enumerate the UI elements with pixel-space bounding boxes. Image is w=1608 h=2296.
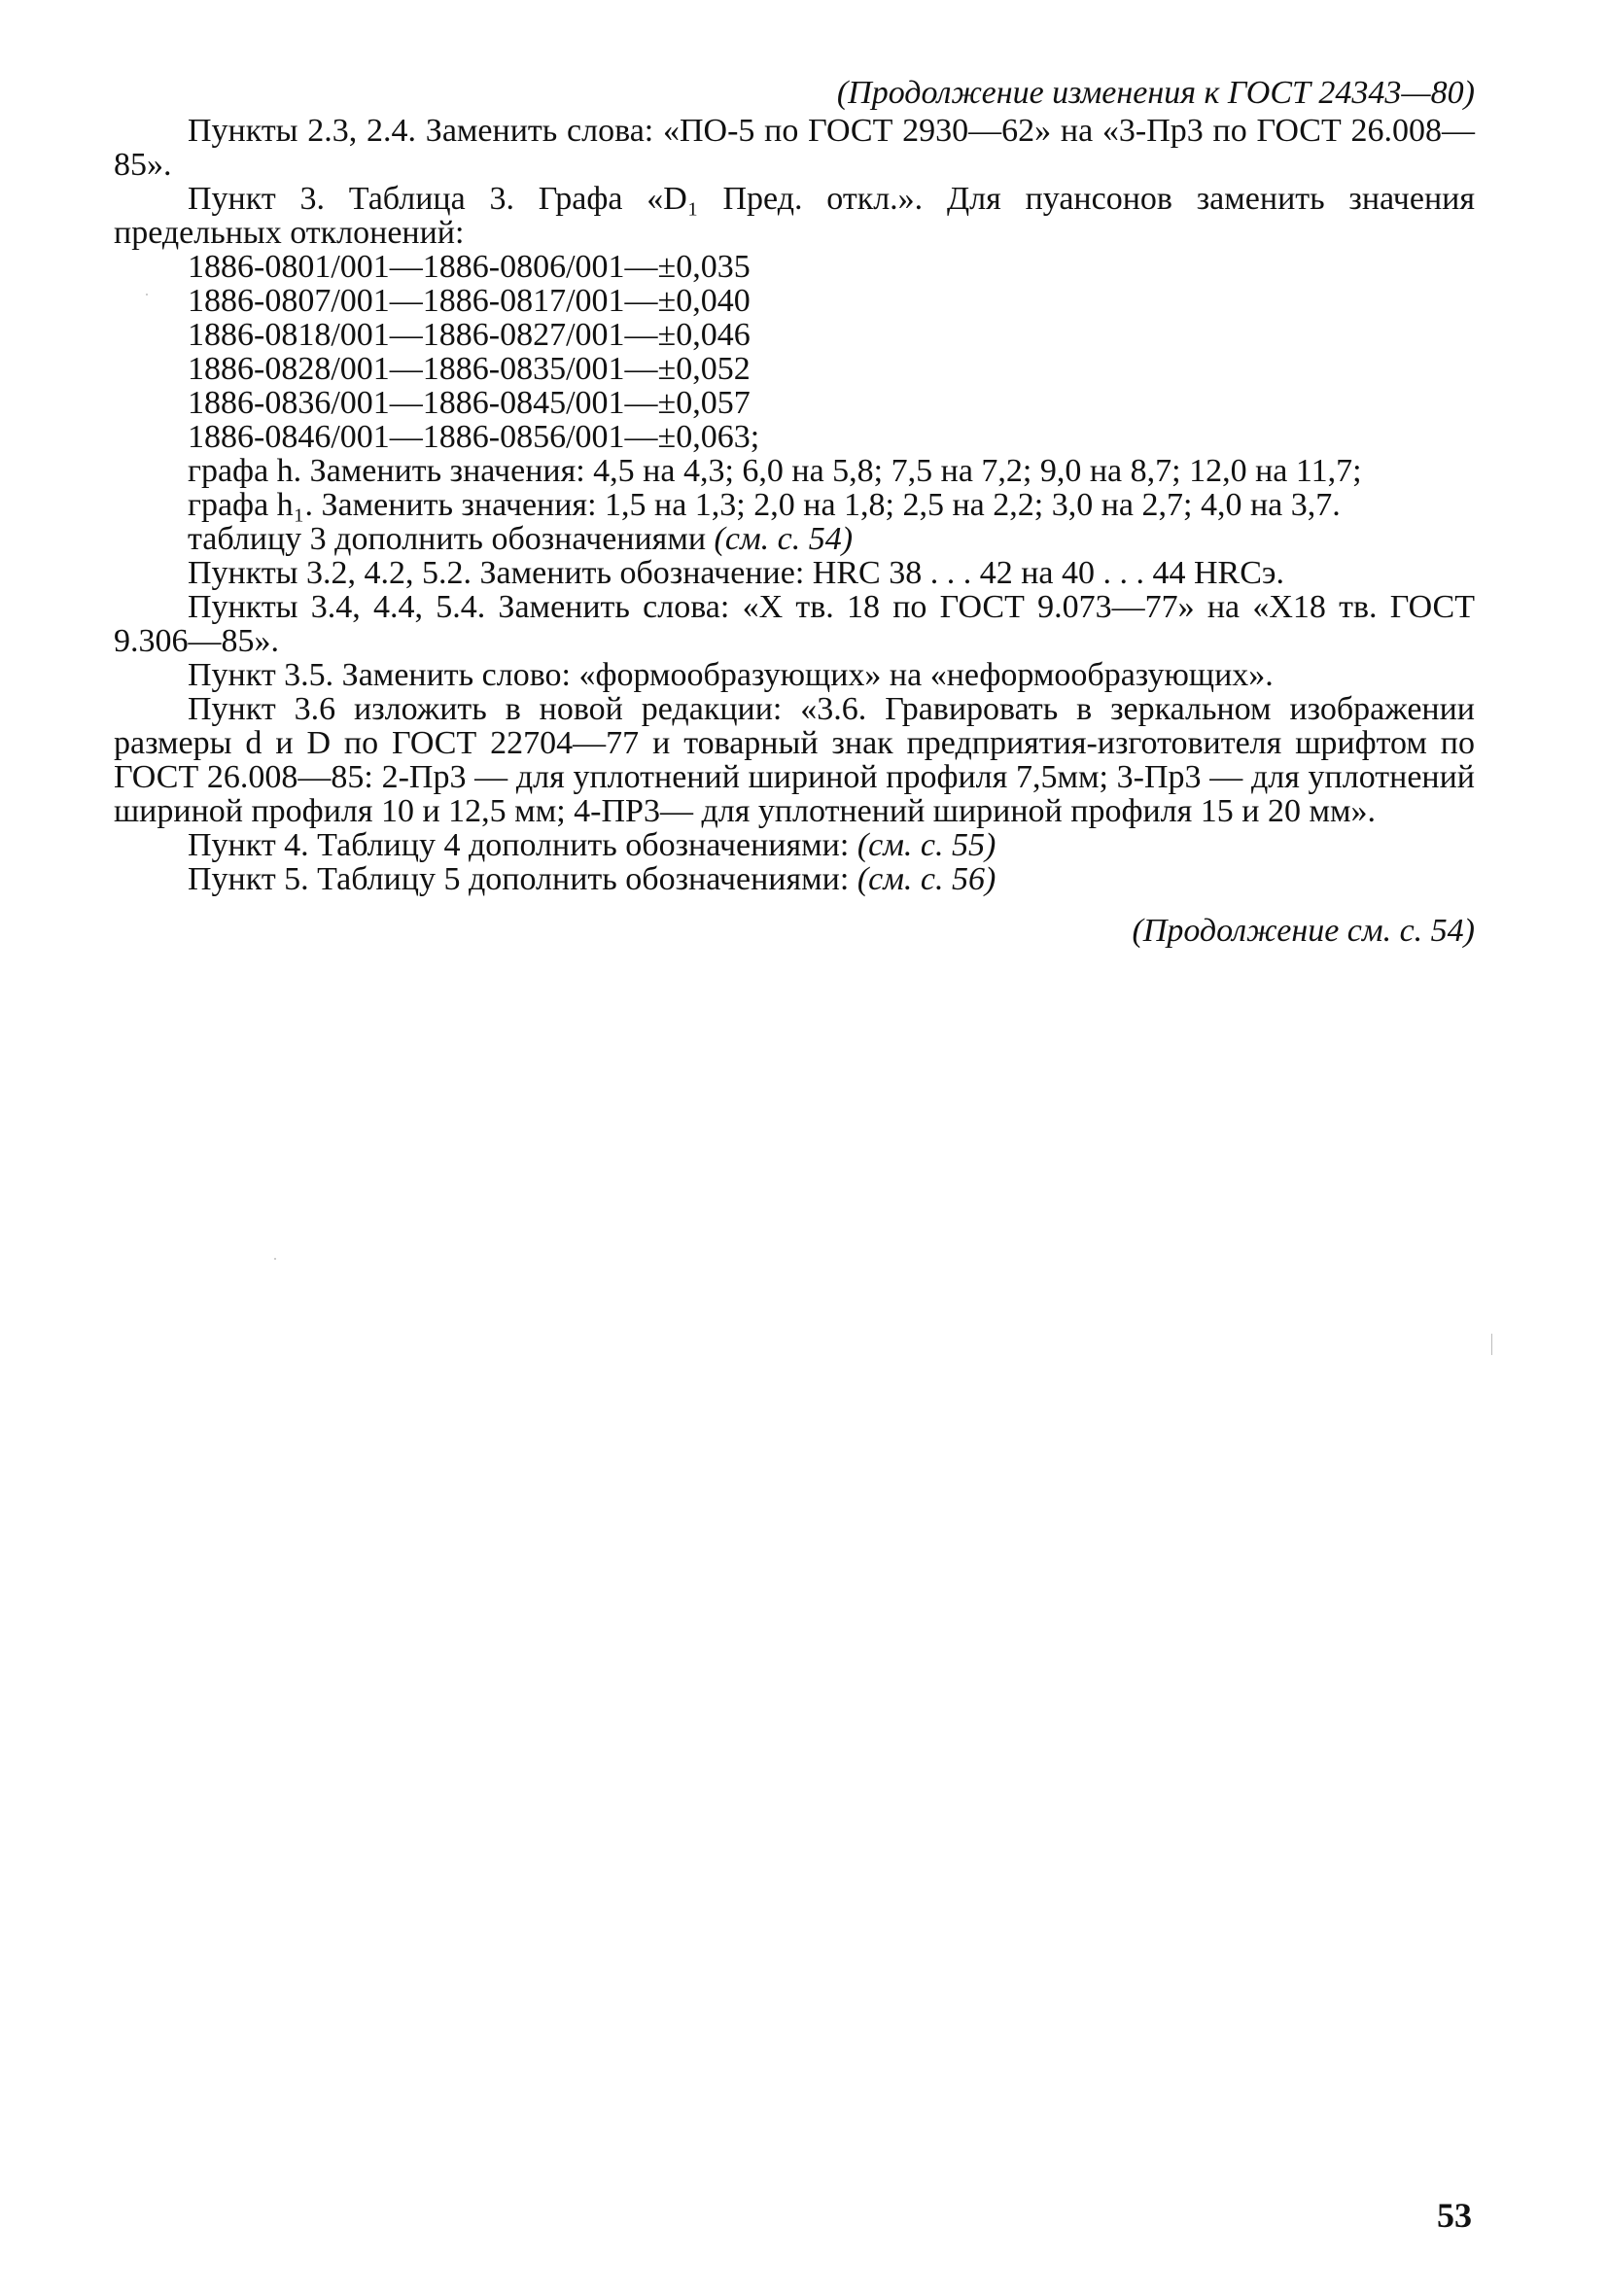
scan-mark — [1491, 1334, 1492, 1355]
paragraph-x18: Пункты 3.4, 4.4, 5.4. Заменить слова: «Х тв. 18 по ГОСТ 9.073—77» на «Х18 тв. ГОСТ 9.306—85». — [114, 589, 1475, 659]
deviation-row: 1886-0836/001—1886-0845/001—±0,057 — [188, 385, 751, 421]
table-3-text: таблицу 3 дополнить обозначениями — [188, 521, 715, 557]
paragraph-item-3-6: Пункт 3.6 изложить в новой редакции: «3.6. Гравировать в зеркальном изображении размеры d и D по ГОСТ 22704—77 и товарный знак предприятия-изготовителя шрифтом по ГОСТ 26.008—85: 2-Пр3 — для уплотнений шириной профиля 7,5мм; 3-Пр3 — для уплотнений шириной профиля 10 и 12,5 мм; 4-ПР3— для уплотнений шириной профиля 15 и 20 мм». — [114, 691, 1475, 829]
paragraph-table-3-supplement — [114, 522, 1475, 556]
running-header: (Продолжение изменения к ГОСТ 24343—80) — [836, 75, 1475, 111]
deviation-row: 1886-0807/001—1886-0817/001—±0,040 — [188, 283, 751, 319]
deviation-list — [114, 250, 1475, 454]
item-4-page-ref: (см. с. 55) — [856, 827, 996, 863]
deviation-row: 1886-0801/001—1886-0806/001—±0,035 — [188, 249, 751, 285]
paragraph-graph-h1: графа h₁. Заменить значения: 1,5 на 1,3; 2,0 на 1,8; 2,5 на 2,2; 3,0 на 2,7; 4,0 на 3,7. — [188, 487, 1341, 523]
document-body — [114, 76, 1475, 948]
paragraph-graph-h: графа h. Заменить значения: 4,5 на 4,3; 6,0 на 5,8; 7,5 на 7,2; 9,0 на 8,7; 12,0 на 11,7; — [188, 453, 1362, 489]
scan-dot — [274, 1258, 276, 1260]
scan-dot — [146, 294, 148, 296]
paragraph-item-4 — [114, 828, 1475, 862]
table-3-page-ref: (см. с. 54) — [714, 521, 854, 557]
continuation-note: (Продолжение см. с. 54) — [1132, 913, 1475, 949]
item-5-page-ref: (см. с. 56) — [856, 861, 996, 897]
paragraph-item-3-table-3: Пункт 3. Таблица 3. Графа «D₁ Пред. откл.». Для пуансонов заменить значения предельных отклонений: — [114, 181, 1475, 251]
item-5-text: Пункт 5. Таблицу 5 дополнить обозначениями: — [188, 861, 857, 897]
page-number: 53 — [1437, 2196, 1472, 2235]
item-4-text: Пункт 4. Таблицу 4 дополнить обозначениями: — [188, 827, 857, 863]
deviation-row: 1886-0828/001—1886-0835/001—±0,052 — [188, 351, 751, 387]
deviation-row: 1886-0846/001—1886-0856/001—±0,063; — [188, 419, 760, 455]
paragraph-hrc: Пункты 3.2, 4.2, 5.2. Заменить обозначение: HRC 38 . . . 42 на 40 . . . 44 HRCэ. — [188, 555, 1284, 591]
paragraph-item-5 — [114, 862, 1475, 896]
paragraph-item-3-5: Пункт 3.5. Заменить слово: «формообразующих» на «неформообразующих». — [188, 657, 1274, 693]
deviation-row: 1886-0818/001—1886-0827/001—±0,046 — [188, 317, 751, 353]
paragraph-items-2-3-2-4: Пункты 2.3, 2.4. Заменить слова: «ПО-5 по ГОСТ 2930—62» на «3-Пр3 по ГОСТ 26.008—85». — [114, 113, 1475, 183]
